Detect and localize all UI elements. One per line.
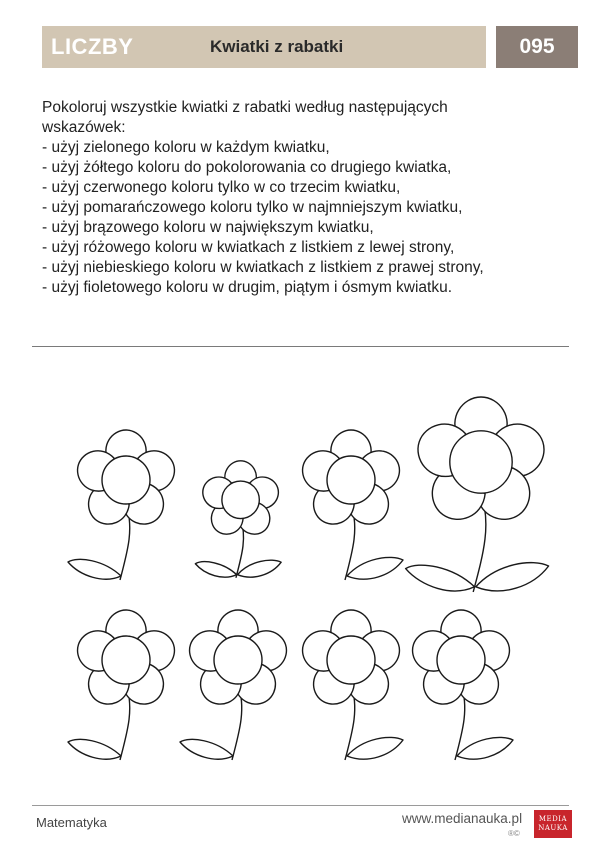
instruction-line: - użyj zielonego koloru w każdym kwiatku, [42,139,330,156]
leaf-left [406,565,475,591]
header-category: LICZBY [51,34,134,59]
flower-center [327,636,375,684]
flower-bed [0,360,600,780]
flower [56,420,196,610]
leaf-right [476,563,549,591]
flower [186,453,295,601]
flower-center [450,431,512,493]
header-title: Kwiatki z rabatki [210,37,344,56]
instruction-line: - użyj żółtego koloru do pokolorowania co drugiego kwiatka, [42,159,452,176]
footer-subject: Matematyka [36,815,107,830]
media-nauka-logo [534,810,572,838]
footer-url[interactable]: www.medianauka.pl [402,811,523,826]
leaf-left [180,739,233,759]
instructions [42,98,572,298]
leaf-right [238,560,282,577]
flower-center [102,456,150,504]
leaf-left [68,739,121,759]
header-bar [42,26,486,68]
flower-center [327,456,375,504]
flower [391,600,531,790]
footer-rights: ®© [508,829,520,838]
instruction-line: Pokoloruj wszystkie kwiatki z rabatki według następujących [42,99,448,116]
divider-top [32,346,569,347]
leaf-left [68,559,121,579]
flower-center [214,636,262,684]
flower-center [437,636,485,684]
instruction-line: - użyj fioletowego koloru w drugim, piątym i ósmym kwiatku. [42,279,453,296]
flower-center [222,481,259,518]
logo-text-top: MEDIA [538,815,568,823]
leaf-left [196,562,237,577]
flower-center [102,636,150,684]
instruction-line: - użyj różowego koloru w kwiatkach z listkiem z lewej strony, [42,239,455,256]
instruction-line: - użyj niebieskiego koloru w kwiatkach z listkiem z prawej strony, [42,259,484,276]
divider-bottom [32,805,569,806]
instruction-line: - użyj czerwonego koloru tylko w co trzecim kwiatku, [42,179,401,196]
instruction-line: - użyj brązowego koloru w największym kwiatku, [42,219,374,236]
logo-text-bottom: NAUKA [538,824,568,832]
instruction-line: wskazówek: [42,119,126,136]
instruction-line: - użyj pomarańczowego koloru tylko w najmniejszym kwiatku, [42,199,463,216]
flower [390,384,572,631]
leaf-right [457,737,513,759]
worksheet-number: 095 [496,26,578,68]
